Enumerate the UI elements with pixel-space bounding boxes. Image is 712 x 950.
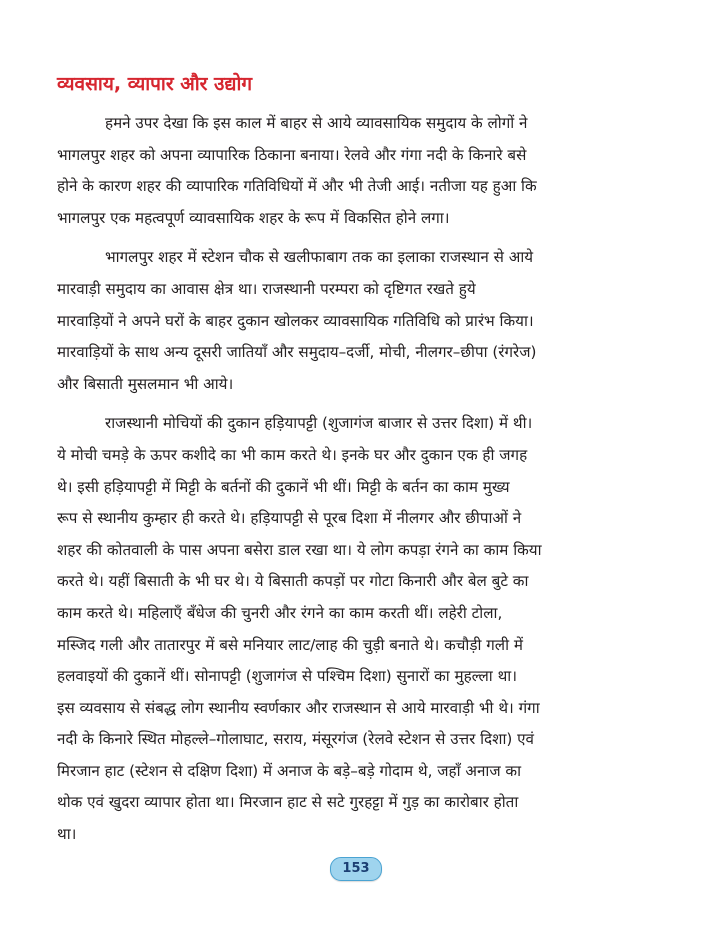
text-line: शहर की कोतवाली के पास अपना बसेरा डाल रखा था। ये लोग कपड़ा रंगने का काम किया: [57, 540, 542, 559]
text-line: रूप से स्थानीय कुम्हार ही करते थे। हड़ियापट्टी से पूरब दिशा में नीलगर और छीपाओं ने: [57, 509, 522, 528]
text-line: होने के कारण शहर की व्यापारिक गतिविधियों में और भी तेजी आई। नतीजा यह हुआ कि: [57, 177, 537, 196]
paragraph-3: [57, 408, 661, 850]
text-line: राजस्थानी मोचियों की दुकान हड़ियापट्टी (शुजागंज बाजार से उत्तर दिशा) में थी।: [105, 414, 533, 433]
text-line: ये मोची चमड़े के ऊपर कशीदे का भी काम करते थे। इनके घर और दुकान एक ही जगह: [57, 445, 528, 464]
text-line: करते थे। यहीं बिसाती के भी घर थे। ये बिसाती कपड़ों पर गोटा किनारी और बेल बुटे का: [57, 572, 529, 591]
text-line: थे। इसी हड़ियापट्टी में मिट्टी के बर्तनों की दुकानें भी थीं। मिट्टी के बर्तन का काम मुख्य: [57, 477, 510, 496]
text-line: मस्जिद गली और तातारपुर में बसे मनियार लाट/लाह की चुड़ी बनाते थे। कचौड़ी गली में: [57, 635, 523, 654]
section-heading: व्यवसाय, व्यापार और उद्योग: [57, 73, 253, 95]
text-line: मारवाड़ियों ने अपने घरों के बाहर दुकान खोलकर व्यावसायिक गतिविधि को प्रारंभ किया।: [57, 311, 534, 330]
text-line: मिरजान हाट (स्टेशन से दक्षिण दिशा) में अनाज के बड़े–बड़े गोदाम थे, जहाँ अनाज का: [57, 761, 522, 780]
text-line: हमने उपर देखा कि इस काल में बाहर से आये व्यावसायिक समुदाय के लोगों ने: [105, 114, 528, 132]
body-text: [57, 108, 661, 859]
page-number-badge: 153: [330, 857, 382, 881]
text-line: भागलपुर शहर में स्टेशन चौक से खलीफाबाग तक का इलाका राजस्थान से आये: [105, 248, 534, 267]
text-line: थोक एवं खुदरा व्यापार होता था। मिरजान हाट से सटे गुरहट्टा में गुड़ का कारोबार होता: [57, 793, 519, 812]
text-line: भागलपुर एक महत्वपूर्ण व्यावसायिक शहर के रूप में विकसित होने लगा।: [57, 208, 450, 227]
paragraph-2: [57, 242, 661, 400]
text-line: और बिसाती मुसलमान भी आये।: [57, 374, 234, 393]
text-line: भागलपुर शहर को अपना व्यापारिक ठिकाना बनाया। रेलवे और गंगा नदी के किनारे बसे: [57, 145, 527, 164]
paragraph-1: [57, 108, 661, 234]
text-line: मारवाड़ी समुदाय का आवास क्षेत्र था। राजस्थानी परम्परा को दृष्टिगत रखते हुये: [57, 279, 476, 298]
text-line: काम करते थे। महिलाएँ बँधेज की चुनरी और रंगने का काम करती थीं। लहेरी टोला,: [57, 603, 503, 622]
text-line: इस व्यवसाय से संबद्ध लोग स्थानीय स्वर्णकार और राजस्थान से आये मारवाड़ी भी थे। गंगा: [57, 698, 540, 717]
text-line: मारवाड़ियों के साथ अन्य दूसरी जातियाँ और समुदाय–दर्जी, मोची, नीलगर–छीपा (रंगरेज): [57, 343, 537, 362]
text-line: नदी के किनारे स्थित मोहल्ले–गोलाघाट, सराय, मंसूरगंज (रेलवे स्टेशन से उत्तर दिशा) एवं: [57, 730, 534, 749]
text-line: हलवाइयों की दुकानें थीं। सोनापट्टी (शुजागंज से पश्चिम दिशा) सुनारों का मुहल्ला था।: [57, 667, 517, 686]
text-line: था।: [57, 825, 77, 844]
